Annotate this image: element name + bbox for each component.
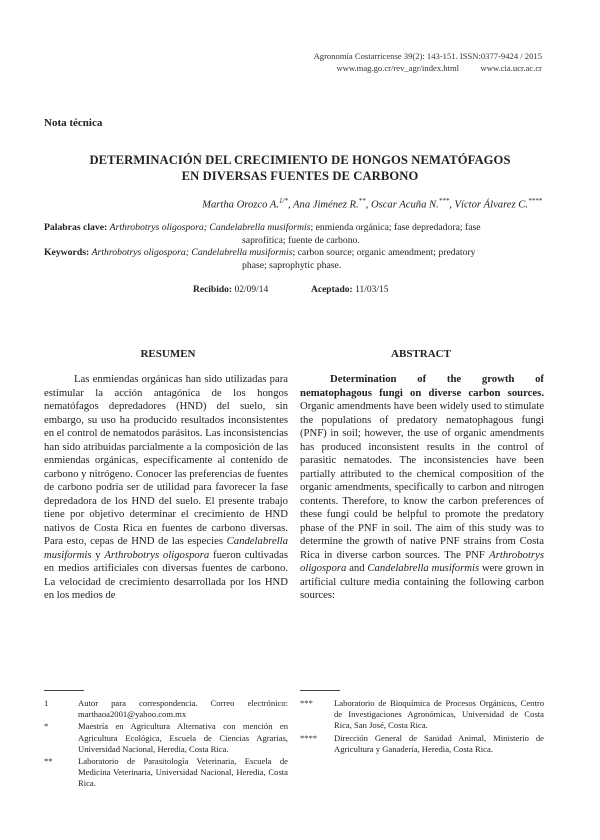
journal-citation: Agronomía Costarricense 39(2): 143-151. ISSN:0377-9424 / 2015 [313,51,542,61]
keywords-es-rest-2: saprofítica; fuente de carbono. [242,234,360,246]
abstract-heading: ABSTRACT [391,348,451,360]
footnote-mark: 1 [44,698,49,708]
keywords-english [44,247,541,272]
author-mark: **** [528,197,542,205]
abstract-title: Determination of the growth of nematophagous fungi on diverse carbon sources. [300,373,544,399]
accepted-label: Aceptado: [311,285,353,295]
author-separator: , [449,199,455,211]
footnote-mark: ** [44,756,53,767]
abstract-species-2: Candelabrella musiformis [367,562,480,574]
author-name: Víctor Álvarez C. [454,199,528,211]
keywords-es-label: Palabras clave: [44,222,108,233]
resumen-body [44,373,288,603]
footnote-text: Maestría en Agricultura Alternativa con mención en Agricultura Ecológica, Escuela de Ciencias Agrarias, Universidad Nacional, Heredia, Costa Rica. [78,721,288,754]
keywords-en-label: Keywords: [44,247,90,258]
footnote-rule-right [300,690,340,691]
footnote [300,733,544,755]
keywords-es-species: Arthrobotrys oligospora; Candelabrella musiformis [109,222,311,233]
abstract-text-2: and [346,562,368,574]
received-label: Recibido: [193,285,233,295]
footnote-mark: * [44,721,49,732]
footnote-text: Laboratorio de Bioquímica de Procesos Orgánicos, Centro de Investigaciones Agronómicas, Universidad de Costa Rica, San José, Costa Rica. [334,698,544,731]
accepted-value: 11/03/15 [355,285,389,295]
footnote-mark: **** [300,732,318,743]
abstract-text-3: were grown in artificial culture media containing the following carbon sources: [300,562,545,601]
footnote-text: Dirección General de Sanidad Animal, Ministerio de Agricultura y Ganadería, Heredia, Costa Rica. [334,732,544,754]
abstract-species-1: Arthrobotrys oligospora [300,548,544,574]
note-type-label: Nota técnica [44,117,103,129]
author-mark: 1/* [278,197,288,205]
keywords-es-rest-1: ; enmienda orgánica; fase depredadora; fase [310,222,481,233]
resumen-species-1: Candelabrella musiformis [44,535,288,561]
footnote [300,698,544,732]
author-separator: , [287,199,294,211]
accepted-date [311,285,389,295]
author-mark: *** [438,197,450,205]
abstract-text-1: Organic amendments have been widely used to stimulate the populations of predatory nematophagous fungi (PNF) in soil; however, the use of organic amendments has produced inconsistent results in the control of parasitic nematodes. The inconsistencies have been partially attributed to the chemical composition of the organic amendments, specifically to carbon and nitrogen contents. Therefore, to know the carbon preferences of these fungi could be helpful to promote the predatory phase of the PNF in soil. The aim of this study was to determine the growth of native PNF strains from Costa Rica in diverse carbon sources. The PNF [300,400,544,561]
keywords-en-rest-1: ; carbon source; organic amendment; predatory [292,247,476,258]
author-name: Oscar Acuña N. [370,199,439,211]
footnote-mark: *** [300,698,313,708]
resumen-species-2: Arthrobotrys oligospora [104,548,210,561]
author-mark: ** [358,197,366,205]
footnote [44,698,288,720]
received-value: 02/09/14 [234,285,269,295]
keywords-spanish [44,222,541,247]
footnote [44,721,288,755]
article-title-line-1: DETERMINACIÓN DEL CRECIMIENTO DE HONGOS NEMATÓFAGOS [89,153,511,167]
author-name: Martha Orozco A. [202,199,279,211]
keywords-en-species: Arthrobotrys oligospora; Candelabrella musiformis [91,247,293,258]
footnotes-right [300,698,544,756]
keywords-en-rest-2: phase; saprophytic phase. [242,259,342,271]
footnote-text: Laboratorio de Parasitología Veterinaria, Escuela de Medicina Veterinaria, Universidad Nacional, Heredia, Costa Rica. [78,756,288,789]
abstract-body [300,373,544,603]
resumen-text-2: y [91,548,105,561]
footnotes-left [44,698,288,791]
resumen-paragraph [44,373,288,603]
abstract-paragraph [300,373,544,603]
author-separator: , [365,199,371,211]
footnote [44,756,288,790]
author-name: Ana Jiménez R. [293,199,359,211]
journal-urls: www.mag.go.cr/rev_agr/index.html www.cia.ucr.ac.cr [336,63,542,73]
footnote-text: Autor para correspondencia. Correo electrónico: marthaoa2001@yahoo.com.mx [78,698,288,720]
resumen-text-1: Las enmiendas orgánicas han sido utilizadas para estimular la acción antagónica de los hongos nematófagos depredadores (HND) del suelo, sin embargo, su uso ha producido resultados inconsistentes en el control de nematodos parásitos. Las inconsistencias han sido atribuidas parcialmente a la composición de las enmiendas orgánicas, específicamente al contenido de carbono y nitrógeno. Conocer las preferencias de fuentes de carbono podría ser de utilidad para favorecer la fase depredadora de los HND del suelo. El presente trabajo tiene por objetivo determinar el crecimiento de HND nativos de Costa Rica en fuentes de carbono diversas. Para esto, cepas de HND de las especies [44,373,288,547]
footnote-rule-left [44,690,84,691]
resumen-heading: RESUMEN [140,348,196,360]
article-title-line-2: EN DIVERSAS FUENTES DE CARBONO [181,169,419,183]
received-date [193,285,268,295]
resumen-text-3: fueron cultivadas en medios artificiales con diversas fuentes de carbono. La velocidad de crecimiento desarrollada por los HND en los medios de [44,548,288,601]
author-list [202,197,542,211]
